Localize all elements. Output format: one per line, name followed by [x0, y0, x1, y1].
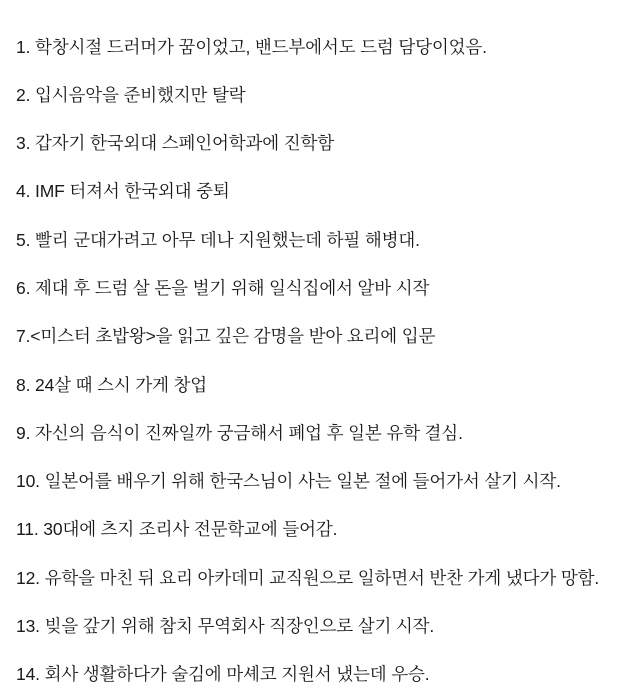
- list-item: 2. 입시음악을 준비했지만 탈락: [16, 84, 246, 105]
- list-item: 9. 자신의 음식이 진짜일까 궁금해서 폐업 후 일본 유학 결심.: [16, 422, 463, 443]
- list-item: 5. 빨리 군대가려고 아무 데나 지원했는데 하필 해병대.: [16, 229, 420, 250]
- list-item: 4. IMF 터져서 한국외대 중퇴: [16, 181, 230, 202]
- list-item: 7.<미스터 초밥왕>을 읽고 깊은 감명을 받아 요리에 입문: [16, 326, 436, 347]
- list-item: 14. 회사 생활하다가 술김에 마셰코 지원서 냈는데 우승.: [16, 664, 430, 685]
- list-item: 13. 빚을 갚기 위해 참치 무역회사 직장인으로 살기 시작.: [16, 616, 435, 637]
- list-item: 12. 유학을 마친 뒤 요리 아카데미 교직원으로 일하면서 반찬 가게 냈다가 망함.: [16, 567, 600, 588]
- list-item: 11. 30대에 츠지 조리사 전문학교에 들어감.: [16, 519, 338, 540]
- list-item: 6. 제대 후 드럼 살 돈을 벌기 위해 일식집에서 알바 시작: [16, 277, 430, 298]
- list-item: 1. 학창시절 드러머가 꿈이었고, 밴드부에서도 드럼 담당이었음.: [16, 36, 487, 57]
- list-item: 10. 일본어를 배우기 위해 한국스님이 사는 일본 절에 들어가서 살기 시작.: [16, 471, 561, 492]
- list-item: 8. 24살 때 스시 가게 창업: [16, 374, 208, 395]
- list-item: 3. 갑자기 한국외대 스페인어학과에 진학함: [16, 133, 334, 154]
